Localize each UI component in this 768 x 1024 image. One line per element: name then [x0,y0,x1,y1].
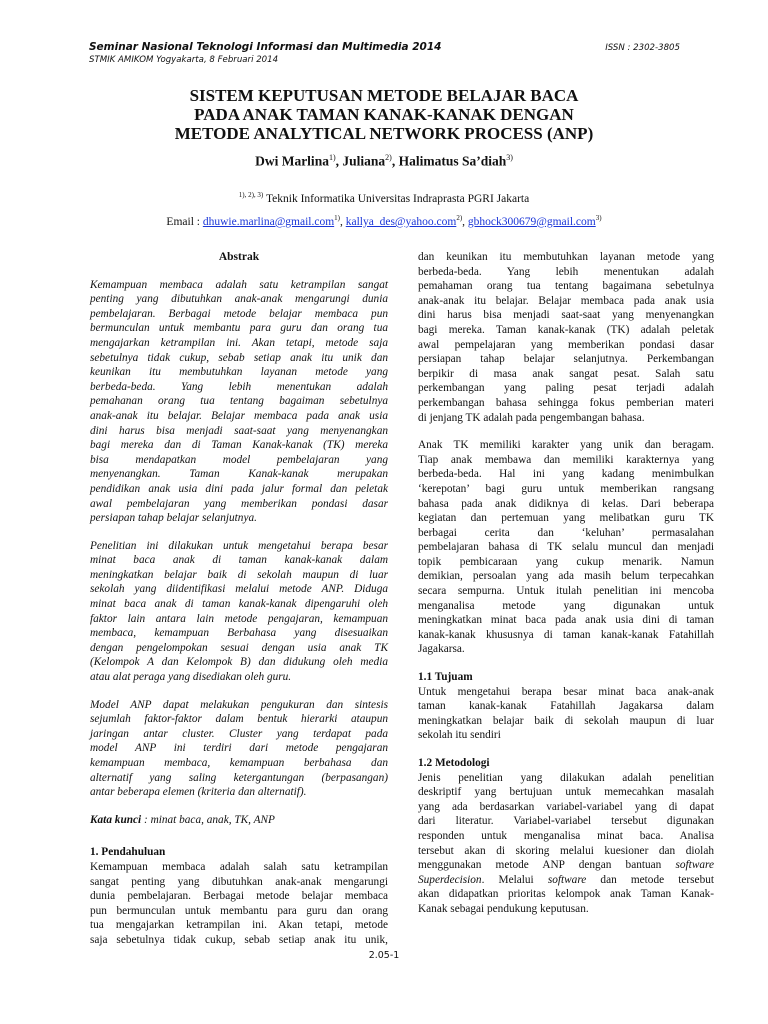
email-mark: 2) [456,213,463,222]
body-paragraph [418,250,714,425]
text-line: persiapan tahap belajar selanjutnya. Perkembangan [418,353,714,366]
text-line: Jenis penelitian yang dilakukan adalah penelitian [418,771,714,784]
email-link[interactable]: dhuwie.marlina@gmail.com [202,215,335,228]
text-line: minat baca anak di taman kanak-kanak dalam [90,554,388,567]
text-line: Untuk mengetahui berapa besar minat baca anak-anak [418,685,714,698]
text-line: menyenangkan. Taman Kanak-kanak merupakan [90,468,388,481]
text-line: pembelajaran bahasa di TK selalu muncul dan menjadi [418,541,714,554]
text-line: Jagakarsa. [418,643,465,656]
text-line: Model ANP dapat melakukan pengukuran dan sintesis [90,698,388,711]
text-line: kemampuan membaca, kemampuan berbahasa dan [90,757,388,769]
text-line: pun bermunculan untuk membantu para guru dan orang [90,904,388,917]
text-line: meningkatkan minat baca pada anak usia dini di taman [418,614,714,627]
text-line: penting yang dibutuhkan anak-anak mengarungi dunia [90,293,388,306]
text-line: jaringan antar cluster. Cluster yang terdapat pada [90,727,388,740]
text-line: taman kanak-kanak Fatahillah Jagakarsa dalam [418,700,714,713]
text-line: sangat penting yang dibutuhkan anak-anak mengarungi [90,875,388,888]
metodologi-paragraph [418,771,714,917]
affiliation: $^{1), 2), 3)}$ Teknik Informatika Universitas Indraprasta PGRI Jakarta Email : dhuwie.marlina@gmail.com$^{1)}$, kallya_des@yahoo.com$^{2)}$, gbhock300679@gmail.com$^{3)}$ [166,191,602,228]
text-line: anak-anak itu belajar. Belajar membaca pada anak usia [90,409,388,422]
text-line: antar beberapa elemen (kriteria dan alternatif). [90,786,307,799]
author-mark: 3) [506,153,513,162]
text-line: yang ada berdasarkan variabel-variabel yang di dapat [418,800,714,813]
abstract-paragraph [90,539,388,685]
text-line: bisa mendapatkan model pembelajaran yang [90,453,388,466]
text-line: tua mengajarkan ketrampilan ini. Akan tetapi, metode [90,919,388,932]
text-line: (Kelompok A dan Kelompok B) dan didukung oleh media [90,656,388,669]
text-line: sejumlah faktor-faktor dalam bentuk hierarki ataupun [90,713,388,726]
text-run: software [675,859,714,872]
text-line: responden untuk menganalisa minat baca. Analisa [418,829,714,842]
text-line: minat baca anak di taman kanak-kanak dipengaruhi oleh [90,598,388,611]
affiliation-marks: 1), 2), 3) [238,191,264,199]
title-line: SISTEM KEPUTUSAN METODE BELAJAR BACA [189,86,579,105]
text-line: sekolah yang diidentifikasi melalui metode ANP. Diduga [90,583,388,596]
email-label: Email : [166,215,200,228]
text-line: ‘kerepotan’ bagi guru untuk memberikan rangsang [418,482,714,495]
text-line: dan keunikan itu membutuhkan layanan metode yang [418,251,714,263]
text-line: anak-anak itu belajar. Belajar membaca pada anak usia [418,294,714,307]
text-line: berbagai cerita dan ‘keluhan’ permasalahan [418,526,714,539]
text-run: menggunakan metode ANP dengan bantuan [418,859,676,872]
text-line: perkembangan yang paling pesat terjadi adalah [418,382,714,395]
text-line: dunia pembelajaran. Berbagai metode belajar membaca [90,890,388,903]
text-line: perkembangan bahasa sehingga fokus pemberian materi [418,396,714,409]
text-line: dini harus bisa menjadi saat-saat yang menyenangkan [90,424,388,437]
text-line: pemahanan orang tua tentang bagaiman sebetulnya [90,395,388,408]
text-line: Kanak sebagai pendukung keputusan. [418,902,589,915]
author-name: Dwi Marlina [255,153,329,169]
page-number: 2.05-1 [368,950,400,961]
email-link[interactable]: gbhock300679@gmail.com [467,215,596,228]
header-issn: ISSN : 2302-3805 [605,43,680,53]
text-line: berbeda-beda. Yang lebih menentukan adalah [90,380,388,393]
text-line: Anak TK memiliki karakter yang unik dan beragam. [418,439,714,452]
author-mark: 2) [385,153,392,162]
text-line: dari literatur. Variabel-variabel tersebut digunakan [418,815,714,828]
right-column [418,250,714,917]
abstract-paragraph [90,698,388,800]
text-line: kegiatan dan pertemuan yang melibatkan guru TK [418,512,714,525]
text-line: kanak-kanak khususnya di taman kanak-kanak Fatahillah [418,628,714,641]
affiliation-text: Teknik Informatika Universitas Indraprasta PGRI Jakarta [265,192,530,205]
title-line: METODE ANALYTICAL NETWORK PROCESS (ANP) [174,124,594,143]
title-line: PADA ANAK TAMAN KANAK-KANAK DENGAN [194,105,574,124]
text-line: saja sebetulnya tidak cukup, sebab setiap anak itu unik, [90,933,388,946]
author-list: Dwi Marlina$^{1)}$, Juliana$^{2)}$, Halimatus Sa’diah$^{3)}$ [255,153,513,169]
running-header [89,41,441,65]
section-heading: 1.1 Tujuam [418,671,473,684]
email-mark: 3) [595,213,602,222]
text-line: dini harus bisa menjadi saat-saat yang menyenangkan [418,309,714,322]
text-line: demikian, persoalan yang ada masih belum terpecahkan [418,570,714,583]
author-name: Juliana [342,153,386,169]
text-line: meningkatkan belajar baik di sekolah maupun di luar [90,568,388,581]
section-heading: 1. Pendahuluan [90,846,166,859]
text-line: bahasa pada anak didiknya di kelas. Dari beberapa [418,497,714,510]
intro-paragraph [90,860,388,948]
text-line: pendidikan anak usia dini pada jalur formal dan peletak [90,482,388,495]
header-venue: STMIK AMIKOM Yogyakarta, 8 Februari 2014 [89,55,279,65]
text-line: sekolah itu sendiri [418,729,501,742]
text-line: bagi mereka. Taman kanak-kanak (TK) adalah peletak [418,323,714,336]
left-column [90,250,388,948]
text-run: Superdecision [418,873,482,886]
abstract-heading: Abstrak [218,251,260,263]
paper-title [60,86,708,143]
body-paragraph [418,438,714,657]
text-line: akan didapatkan prioritas kelompok anak Taman Kanak- [418,888,714,901]
text-line: dengan pengelompokan sesuai dengan usia anak TK [90,641,388,654]
text-line: topik pembicaraan yang cukup menarik. Namun [418,555,714,568]
keywords-list: : minat baca, anak, TK, ANP [141,813,275,826]
text-line: Penelitian ini dilakukan untuk mengetahui berapa besar [90,539,388,552]
text-line: berbeda-beda. Hal ini yang kadang menimbulkan [418,468,714,481]
text-line: bermunculan untuk membantu para guru dan orang tua [90,322,388,335]
text-line: Kemampuan membaca adalah salah satu ketrampilan [90,860,388,873]
text-line: persiapan tahap belajar selanjutnya. [90,512,257,525]
text-line: awal pembelajaran yang memberikan pondasi dasar [90,497,388,510]
author-mark: 1) [328,153,336,162]
text-run: . Melalui [481,873,548,886]
author-name: Halimatus Sa’diah [398,153,507,169]
text-line: membaca, kemampuan Berbahasa yang disesuaikan [90,627,388,640]
text-line: pemahaman orang tua tentang bagaimana sebetulnya [418,280,714,293]
text-line: model ANP ini terdiri dari metode pengajaran [90,742,388,755]
text-line: berbeda-beda. Yang lebih menentukan adalah [418,265,714,278]
text-run: software [547,873,587,886]
text-line [418,858,714,873]
text-line: menganalisa metode yang digunakan untuk [418,599,714,612]
text-run: dan metode tersebut [586,873,714,886]
text-line: deskriptif yang bertujuan untuk memecahkan masalah [418,786,714,799]
text-line: mengajarkan ketrampilan ini. Akan tetapi, metode saja [90,336,388,349]
text-line [418,873,714,888]
text-line: bagi mereka dan di Taman Kanak-kanak (TK) mereka [90,439,388,452]
text-line: atau alat peraga yang disediakan oleh guru. [90,671,292,684]
text-line: keunikan itu membutuhkan layanan metode yang [90,366,388,379]
tujuan-paragraph [418,685,714,743]
text-line: tersebut akan di skoring melalui kuesioner dan diolah [418,844,714,857]
email-mark: 1) [334,213,340,222]
abstract-paragraph [90,278,388,526]
keywords [90,813,388,828]
text-line: meningkatkan belajar baik di sekolah maupun di luar [418,714,714,727]
text-line: sebetulnya tidak cukup, sebab setiap anak itu unik dan [90,351,388,364]
text-line: Kemampuan membaca adalah satu ketrampilan sangat [90,278,388,291]
text-line: di jenjang TK adalah pada pengembangan bahasa. [418,411,645,424]
text-line: secara sempurna. Untuk itulah penelitian ini mencoba [418,585,714,598]
text-line: faktor lain antara lain metode pengajaran, kemampuan [90,612,388,625]
section-heading: 1.2 Metodologi [418,757,490,769]
text-line: Tiap anak membawa dan memiliki karakternya yang [418,453,714,466]
text-line: berpikir di masa anak sangat pesat. Salah satu [418,367,714,380]
text-line: awal pempelajaran yang memberikan pondasi dasar [418,338,714,351]
header-seminar: Seminar Nasional Teknologi Informasi dan Multimedia 2014 [89,41,442,53]
email-link[interactable]: kallya_des@yahoo.com [345,215,457,228]
text-line: pembelajaran. Berbagai metode belajar membaca pun [90,307,388,320]
keywords-label: Kata kunci [90,813,142,826]
text-line: alternatif yang saling ketergantungan (berpasangan) [90,771,388,784]
